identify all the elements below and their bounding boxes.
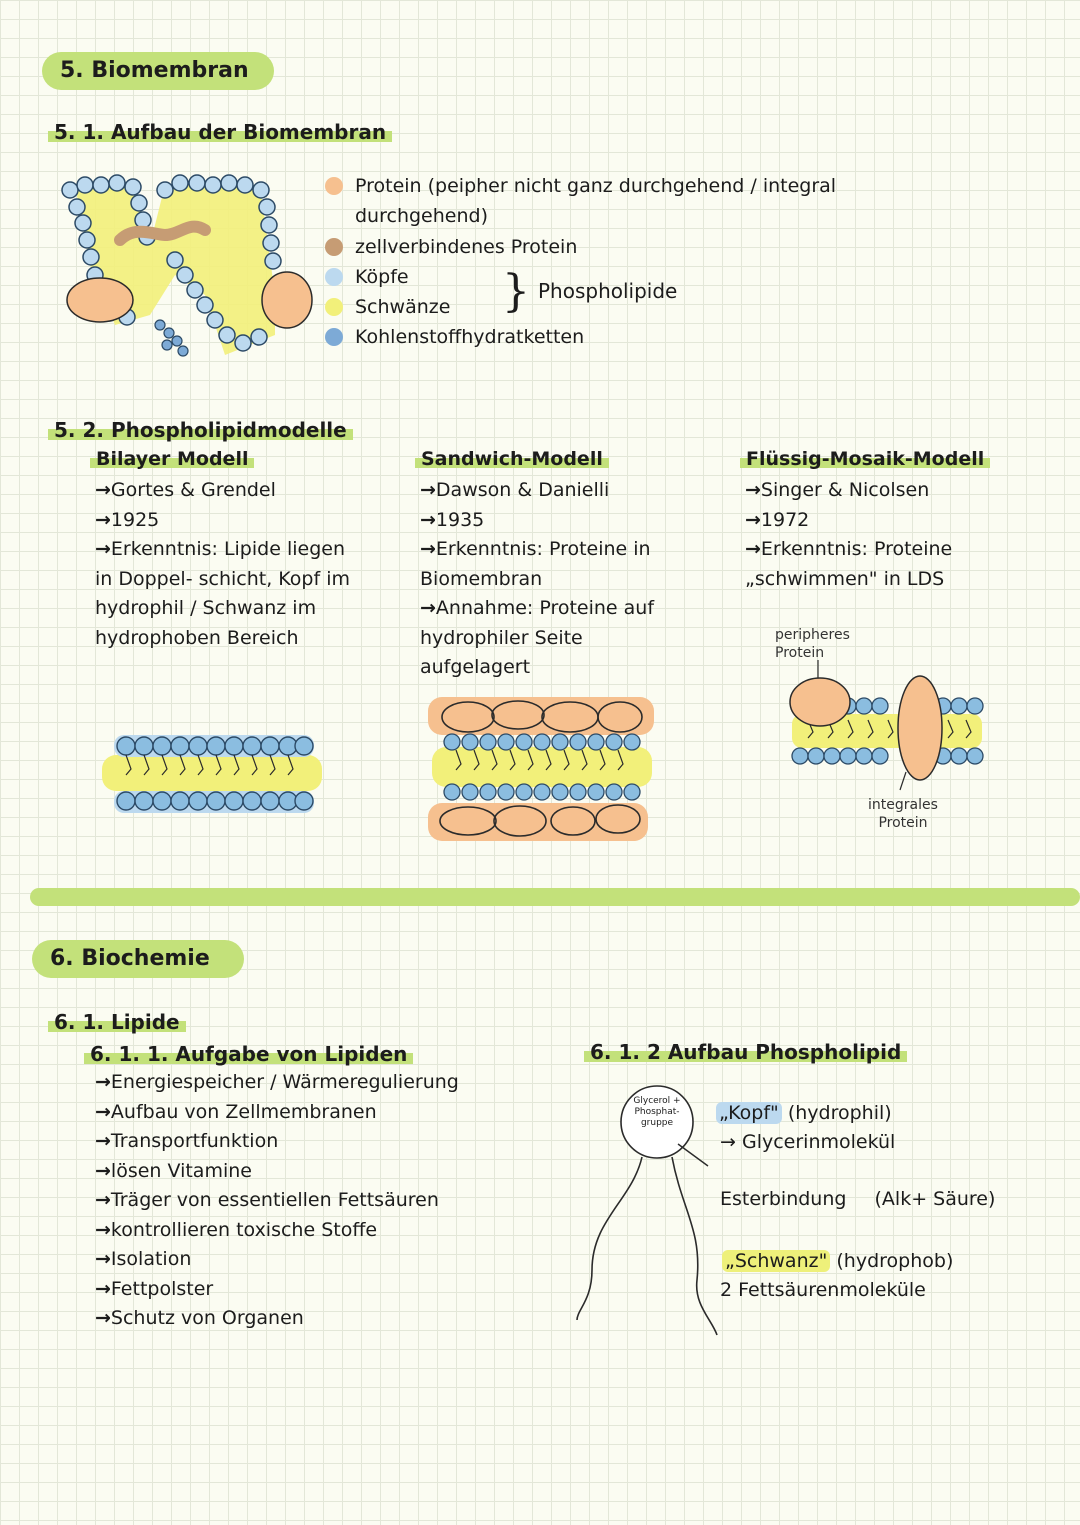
model-title-text: Bilayer Modell (90, 448, 254, 470)
list-item: → Erkenntnis: Proteine in Biomembran (420, 535, 690, 594)
biomembrane-illustration (55, 165, 315, 375)
model-title-text: Flüssig-Mosaik-Modell (740, 448, 990, 470)
legend-text: zellverbindenes Protein (355, 236, 578, 258)
kopf-label: „Kopf" (716, 1102, 782, 1124)
lightblue-dot-icon (325, 268, 343, 286)
section-5-1-title (48, 120, 392, 144)
brace-icon: } (502, 266, 530, 317)
list-item: → Energiespeicher / Wärmeregulierung (95, 1068, 565, 1098)
list-item: → 1925 (95, 506, 365, 536)
legend-cell-protein (325, 236, 577, 258)
list-item: → 1935 (420, 506, 690, 536)
section-divider (30, 888, 1080, 906)
legend-text: Kohlenstoffhydratketten (355, 326, 585, 348)
arrow-right-icon: → (720, 1131, 742, 1153)
section-6-1-1-title (84, 1042, 413, 1066)
peripheral-protein-label: peripheres Protein (775, 627, 850, 661)
legend-text: durchgehend) (355, 205, 488, 227)
list-item: → Dawson & Danielli (420, 476, 690, 506)
kopf-note: (hydrophil) (787, 1102, 892, 1124)
section-6-title: 6. Biochemie (32, 940, 244, 978)
sandwich-diagram (428, 697, 658, 837)
brown-dot-icon (325, 238, 343, 256)
section-6-1-2-title-text: 6. 1. 2 Aufbau Phospholipid (584, 1040, 907, 1064)
legend-text: Protein (peipher nicht ganz durchgehend / integral (355, 175, 837, 197)
ester-label: Esterbindung (720, 1188, 847, 1210)
legend-text: Schwänze (355, 296, 451, 318)
list-item: → Schutz von Organen (95, 1304, 565, 1334)
list-item: → Erkenntnis: Lipide liegen in Doppel- schicht, Kopf im hydrophil / Schwanz im hydrophoben Bereich (95, 535, 365, 653)
section-6-1-2-title (584, 1040, 907, 1064)
model-fluid-mosaic-list (745, 476, 1045, 594)
yellow-dot-icon (325, 298, 343, 316)
legend-protein-cont (355, 205, 488, 227)
legend-protein (325, 175, 836, 197)
model-bilayer-title (90, 448, 254, 470)
section-6-1-1-title-text: 6. 1. 1. Aufgabe von Lipiden (84, 1042, 413, 1066)
legend-tails (325, 296, 450, 318)
legend-heads (325, 266, 409, 288)
list-item: → kontrollieren toxische Stoffe (95, 1216, 565, 1246)
list-item: → Aufbau von Zellmembranen (95, 1098, 565, 1128)
schwanz-detail: 2 Fettsäurenmoleküle (720, 1279, 926, 1301)
list-item: → Annahme: Proteine auf hydrophiler Seite aufgelagert (420, 594, 690, 683)
list-item: → 1972 (745, 506, 1045, 536)
bilayer-diagram (102, 733, 322, 813)
list-item: → Isolation (95, 1245, 565, 1275)
legend-text: Köpfe (355, 266, 409, 288)
list-item: → Erkenntnis: Proteine „schwimmen" in LDS (745, 535, 1045, 594)
list-item: → Fettpolster (95, 1275, 565, 1305)
orange-dot-icon (325, 177, 343, 195)
schwanz-note: (hydrophob) (836, 1250, 954, 1272)
section-6-1-title (48, 1010, 186, 1034)
model-fluid-mosaic-title (740, 448, 990, 470)
section-6-1-title-text: 6. 1. Lipide (48, 1010, 186, 1034)
phospholipid-head-label: Glycerol + Phosphat- gruppe (633, 1096, 681, 1128)
section-5-2-title-text: 5. 2. Phospholipidmodelle (48, 418, 353, 442)
model-title-text: Sandwich-Modell (415, 448, 609, 470)
kopf-line (716, 1098, 892, 1128)
section-5-1-title-text: 5. 1. Aufbau der Biomembran (48, 120, 392, 144)
lipid-tasks-list (95, 1068, 565, 1334)
section-5-title: 5. Biomembran (42, 52, 274, 90)
schwanz-label: „Schwanz" (722, 1250, 830, 1272)
list-item: → Träger von essentiellen Fettsäuren (95, 1186, 565, 1216)
integral-protein-label: integrales Protein (868, 797, 938, 831)
model-sandwich-title (415, 448, 609, 470)
ester-line (720, 1184, 995, 1214)
list-item: → Gortes & Grendel (95, 476, 365, 506)
brace-label: Phospholipide (538, 279, 678, 303)
list-item: → lösen Vitamine (95, 1157, 565, 1187)
list-item: → Transportfunktion (95, 1127, 565, 1157)
ester-note: (Alk+ Säure) (874, 1188, 996, 1210)
kopf-detail-text: Glycerinmolekül (741, 1131, 896, 1153)
model-bilayer-list (95, 476, 365, 653)
list-item: → Singer & Nicolsen (745, 476, 1045, 506)
arrow-icon (672, 1140, 712, 1170)
legend-carbs (325, 326, 584, 348)
blue-dot-icon (325, 328, 343, 346)
model-sandwich-list (420, 476, 690, 683)
section-5-2-title (48, 418, 353, 442)
kopf-detail (720, 1127, 895, 1157)
fluid-mosaic-diagram (788, 672, 988, 792)
schwanz-line (722, 1246, 953, 1276)
